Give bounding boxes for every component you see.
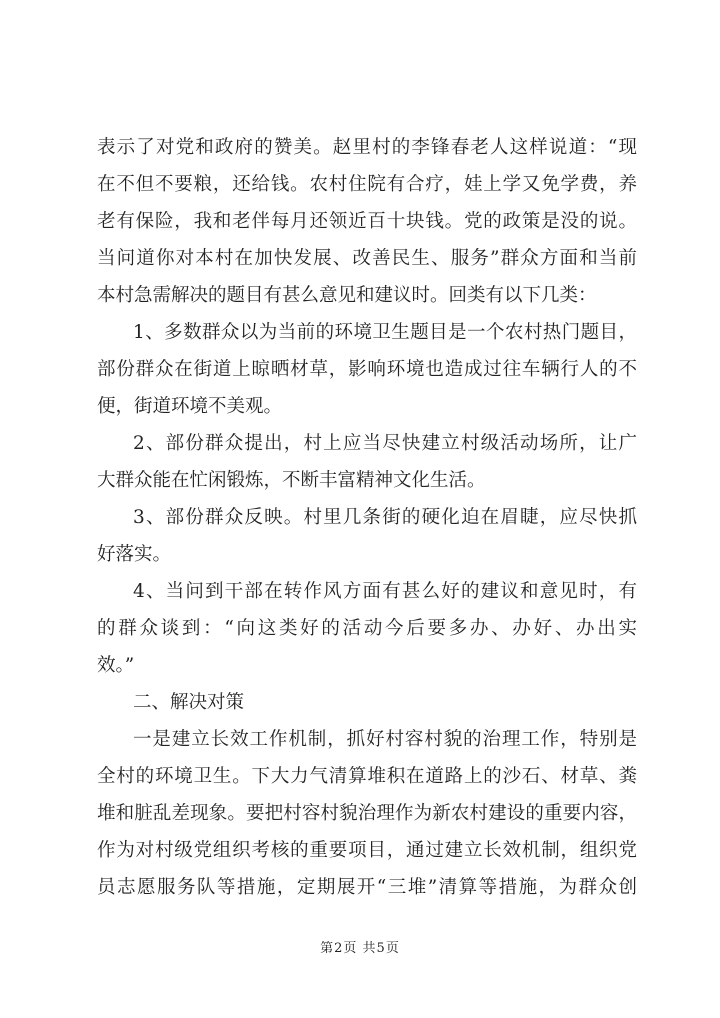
- page-footer: 第2页 共5页: [320, 941, 400, 956]
- list-item-4: 4、当问到干部在转作风方面有甚么好的建议和意见时，有: [133, 581, 637, 602]
- list-item-3: 3、部份群众反映。村里几条街的硬化迫在眉睫，应尽快抓: [133, 507, 637, 528]
- list-item-1: 1、多数群众以为当前的环境卫生题目是一个农村热门题目，: [133, 322, 637, 343]
- text-line: 本村急需解决的题目有甚么意见和建议时。回类有以下几类：: [97, 285, 597, 306]
- text-line: 效。”: [97, 655, 135, 676]
- list-item-2: 2、部份群众提出，村上应当尽快建立村级活动场所，让广: [133, 433, 637, 454]
- text-line: 表示了对党和政府的赞美。赵里村的李锋春老人这样说道：“现: [97, 137, 637, 158]
- text-line: 堆和脏乱差现象。要把村容村貌治理作为新农村建设的重要内容，: [97, 803, 637, 824]
- text-line: 好落实。: [97, 544, 172, 565]
- text-line: 作为对村级党组织考核的重要项目，通过建立长效机制，组织党: [97, 840, 637, 861]
- text-line: 大群众能在忙闲锻炼，不断丰富精神文化生活。: [97, 470, 486, 491]
- text-line: 在不但不要粮，还给钱。农村住院有合疗，娃上学又免学费，养: [97, 174, 637, 195]
- document-body: [97, 129, 637, 906]
- text-line: 全村的环境卫生。下大力气清算堆积在道路上的沙石、材草、粪: [97, 766, 637, 787]
- text-line: 便，街道环境不美观。: [97, 396, 283, 417]
- section-heading: 二、解决对策: [133, 692, 245, 713]
- text-line: 的群众谈到：“向这类好的活动今后要多办、办好、办出实: [97, 618, 637, 639]
- text-line: 部份群众在街道上晾晒材草，影响环境也造成过往车辆行人的不: [97, 359, 637, 380]
- text-line: 老有保险，我和老伴每月还领近百十块钱。党的政策是没的说。: [97, 211, 637, 232]
- text-line: 员志愿服务队等措施，定期展开“三堆”清算等措施，为群众创: [97, 877, 637, 898]
- text-line: 一是建立长效工作机制，抓好村容村貌的治理工作，特别是: [133, 729, 637, 750]
- text-line: 当问道你对本村在加快发展、改善民生、服务”群众方面和当前: [97, 248, 637, 269]
